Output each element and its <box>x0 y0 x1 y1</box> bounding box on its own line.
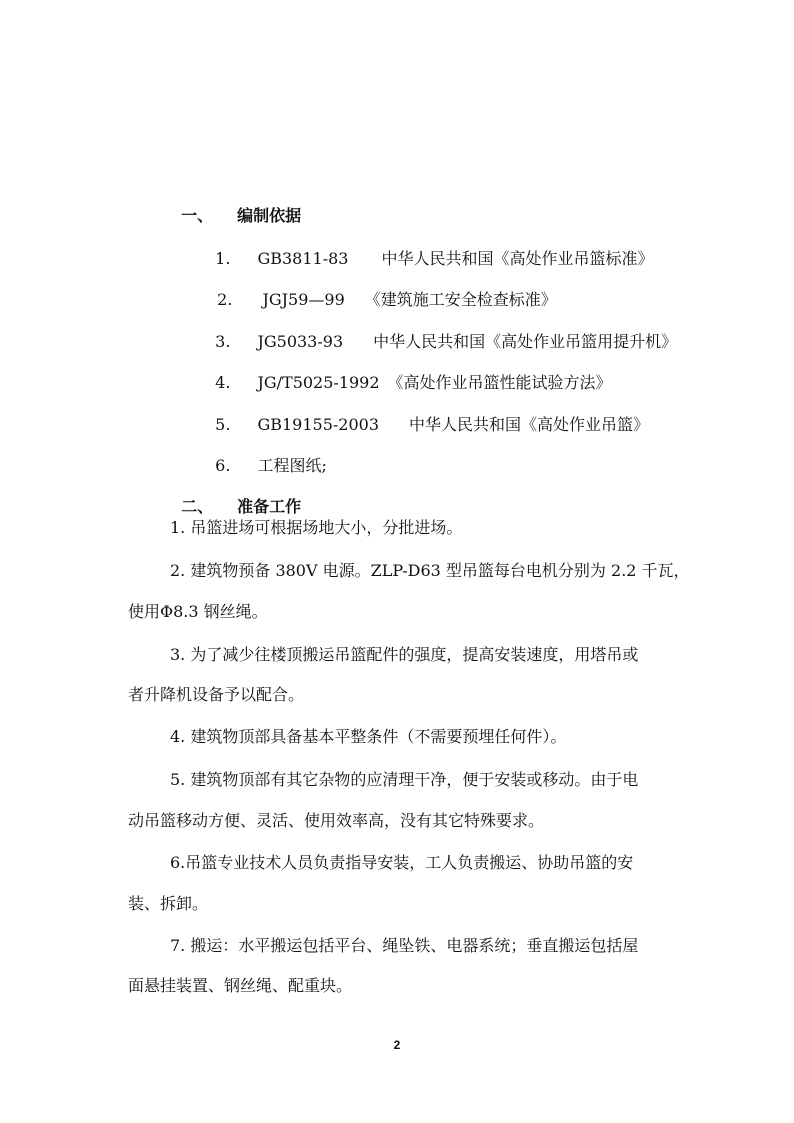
standard-name: 《高处作业吊篮性能试验方法》 <box>387 373 612 392</box>
prep-paragraph-7-line-2: 面悬挂装置、钢丝绳、配重块。 <box>128 976 353 995</box>
prep-paragraph-2-line-1: 2. 建筑物预备 380V 电源。ZLP-D63 型吊篮每台电机分别为 2.2 千瓦， <box>170 561 690 580</box>
prep-paragraph-7-line-1: 7. 搬运：水平搬运包括平台、绳坠铁、电器系统；垂直搬运包括屋 <box>170 936 639 955</box>
prep-paragraph-3-line-2: 者升降机设备予以配合。 <box>128 685 305 704</box>
prep-paragraph-1: 1. 吊篮进场可根据场地大小，分批进场。 <box>170 518 463 537</box>
standard-name: 中华人民共和国《高处作业吊篮用提升机》 <box>373 332 678 351</box>
standard-name: 《建筑施工安全检查标准》 <box>364 290 557 309</box>
standard-code: GB19155-2003 <box>257 415 379 434</box>
prep-paragraph-6-line-2: 装、拆卸。 <box>128 894 209 913</box>
standard-name: 中华人民共和国《高处作业吊篮标准》 <box>381 249 654 268</box>
section-number: 二、 <box>181 497 214 516</box>
item-number: 1. <box>215 249 231 268</box>
section-title: 编制依据 <box>237 206 302 225</box>
standard-code: JGJ59—99 <box>262 290 345 309</box>
item-number: 3. <box>215 332 231 351</box>
basis-item-6 <box>205 436 327 476</box>
section-heading-2 <box>170 477 301 517</box>
section-number: 一、 <box>181 206 214 225</box>
item-number: 6. <box>215 456 231 475</box>
standard-name: 工程图纸; <box>257 456 327 475</box>
standard-name: 中华人民共和国《高处作业吊篮》 <box>409 415 650 434</box>
standard-code: JG5033-93 <box>257 332 344 351</box>
standard-code: GB3811-83 <box>257 249 349 268</box>
prep-paragraph-5-line-2: 动吊篮移动方便、灵活、使用效率高，没有其它特殊要求。 <box>128 811 545 830</box>
section-title: 准备工作 <box>237 497 302 516</box>
prep-paragraph-5-line-1: 5. 建筑物顶部有其它杂物的应清理干净，便于安装或移动。由于电 <box>170 770 639 789</box>
basis-item-2 <box>207 270 557 310</box>
prep-paragraph-3-line-1: 3. 为了减少往楼顶搬运吊篮配件的强度，提高安装速度，用塔吊或 <box>170 645 639 664</box>
prep-paragraph-2-line-2: 使用Φ8.3 钢丝绳。 <box>128 602 268 621</box>
page-number: 2 <box>393 1038 401 1052</box>
basis-item-1 <box>205 229 653 269</box>
section-heading-1 <box>170 186 301 226</box>
basis-item-5 <box>205 395 649 435</box>
item-number: 4. <box>215 373 231 392</box>
prep-paragraph-4: 4. 建筑物顶部具备基本平整条件（不需要预埋任何件）。 <box>170 727 567 746</box>
item-number: 2. <box>217 290 233 309</box>
basis-item-4 <box>205 353 612 393</box>
prep-paragraph-6-line-1: 6.吊篮专业技术人员负责指导安装，工人负责搬运、协助吊篮的安 <box>170 853 634 872</box>
item-number: 5. <box>215 415 231 434</box>
basis-item-3 <box>205 312 677 352</box>
standard-code: JG/T5025-1992 <box>257 373 380 392</box>
